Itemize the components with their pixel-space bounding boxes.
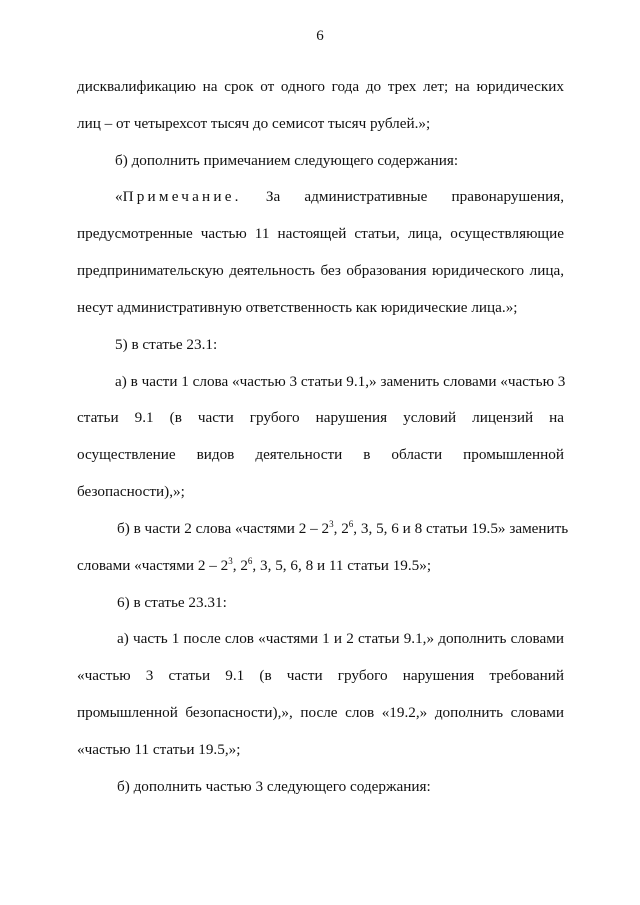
text-segment: , 2 <box>232 557 248 574</box>
text-line: лиц – от четырехсот тысяч до семисот тысяч рублей.»; <box>77 115 431 132</box>
note-word: Примечание. <box>122 188 242 205</box>
superscript: 3 <box>228 556 233 566</box>
text-line: «частью 3 статьи 9.1 (в части грубого нарушения требований <box>77 667 564 684</box>
superscript: 6 <box>348 519 354 529</box>
page-number: 6 <box>316 28 324 44</box>
text-line: несут административную ответственность как юридические лица.»; <box>77 299 518 316</box>
text-line: предусмотренные частью 11 настоящей статьи, лица, осуществляющие <box>77 225 564 242</box>
text-line: б) дополнить частью 3 следующего содержания: <box>117 778 431 795</box>
text-line: безопасности),»; <box>77 483 185 500</box>
text-line: промышленной безопасности),», после слов «19.2,» дополнить словами <box>77 704 564 721</box>
text-line: предпринимательскую деятельность без образования юридического лица, <box>77 262 564 279</box>
note-rest: За административные правонарушения, <box>241 188 564 205</box>
text-line: 5) в статье 23.1: <box>115 336 218 353</box>
text-segment: б) в части 2 слова «частями 2 – 2 <box>117 520 330 537</box>
text-line-with-superscripts <box>77 556 564 576</box>
text-line: «частью 11 статьи 19.5,»; <box>77 741 241 758</box>
superscript: 6 <box>247 556 253 566</box>
text-line: 6) в статье 23.31: <box>117 594 227 611</box>
text-line: дисквалификацию на срок от одного года до трех лет; на юридических <box>77 78 564 95</box>
text-line: статьи 9.1 (в части грубого нарушения условий лицензий на <box>77 409 564 426</box>
text-line-with-superscripts <box>117 519 569 539</box>
text-segment: , 3, 5, 6 и 8 статьи 19.5» заменить <box>353 520 569 537</box>
text-line: осуществление видов деятельности в области промышленной <box>77 446 564 463</box>
quote-open: « <box>115 188 123 205</box>
superscript: 3 <box>329 519 334 529</box>
text-line: а) часть 1 после слов «частями 1 и 2 статьи 9.1,» дополнить словами <box>117 630 564 647</box>
text-line: а) в части 1 слова «частью 3 статьи 9.1,» заменить словами «частью 3 <box>115 373 566 390</box>
text-segment: словами «частями 2 – 2 <box>77 557 229 574</box>
note-heading-line <box>115 187 564 207</box>
text-segment: , 3, 5, 6, 8 и 11 статьи 19.5»; <box>252 557 432 574</box>
text-line: б) дополнить примечанием следующего содержания: <box>115 152 459 169</box>
text-segment: , 2 <box>333 520 349 537</box>
